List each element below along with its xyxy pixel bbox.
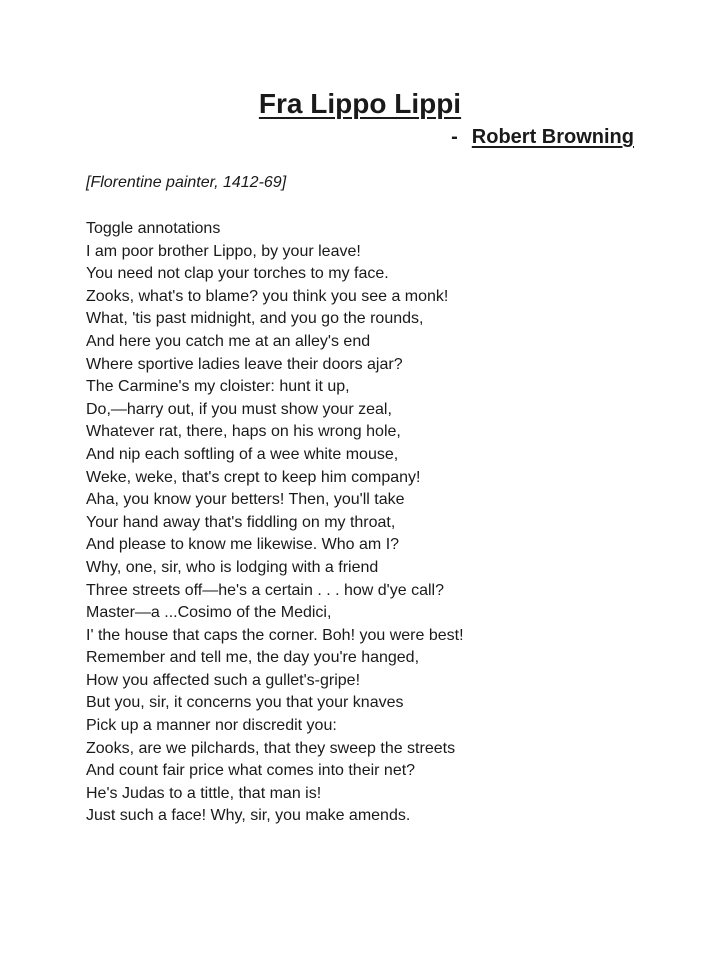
poem-line: Where sportive ladies leave their doors ajar?: [86, 355, 403, 373]
poem-line: And please to know me likewise. Who am I?: [86, 536, 400, 554]
poem-line: What, 'tis past midnight, and you go the rounds,: [86, 310, 424, 328]
poem-line: You need not clap your torches to my face.: [86, 265, 389, 283]
poem-line: Just such a face! Why, sir, you make amends.: [86, 807, 411, 825]
author-dash: -: [451, 126, 458, 148]
poem-line: Do,—harry out, if you must show your zeal,: [86, 400, 392, 418]
poem-line: I' the house that caps the corner. Boh! you were best!: [86, 626, 464, 644]
poem-line: How you affected such a gullet's-gripe!: [86, 671, 361, 689]
poem-line: Pick up a manner nor discredit you:: [86, 717, 337, 735]
poem-line: And count fair price what comes into their net?: [86, 762, 416, 780]
poem-line: Aha, you know your betters! Then, you'll take: [86, 491, 405, 509]
poem-line: The Carmine's my cloister: hunt it up,: [86, 378, 350, 396]
author-line: [451, 126, 634, 149]
poem-line: But you, sir, it concerns you that your knaves: [86, 694, 404, 712]
poem-line: Whatever rat, there, haps on his wrong hole,: [86, 423, 401, 441]
epigraph: [Florentine painter, 1412-69]: [86, 174, 287, 191]
poem-line: Zooks, what's to blame? you think you see a monk!: [86, 287, 449, 305]
poem-line: Master—a ...Cosimo of the Medici,: [86, 604, 332, 622]
poem-line: Remember and tell me, the day you're hanged,: [86, 649, 420, 667]
poem-line: Zooks, are we pilchards, that they sweep the streets: [86, 739, 456, 757]
poem-line: He's Judas to a tittle, that man is!: [86, 784, 322, 802]
poem-line: And nip each softling of a wee white mouse,: [86, 445, 399, 463]
poem-line: Three streets off—he's a certain . . . how d'ye call?: [86, 581, 444, 599]
poem-body: [86, 218, 464, 828]
poem-line: I am poor brother Lippo, by your leave!: [86, 242, 361, 260]
author-name: Robert Browning: [471, 126, 634, 148]
toggle-annotations-line: Toggle annotations: [86, 220, 221, 237]
poem-line: Why, one, sir, who is lodging with a friend: [86, 558, 379, 576]
poem-line: Weke, weke, that's crept to keep him company!: [86, 468, 421, 486]
poem-line: And here you catch me at an alley's end: [86, 332, 371, 350]
poem-title: Fra Lippo Lippi: [258, 88, 462, 119]
poem-line: Your hand away that's fiddling on my throat,: [86, 513, 396, 531]
